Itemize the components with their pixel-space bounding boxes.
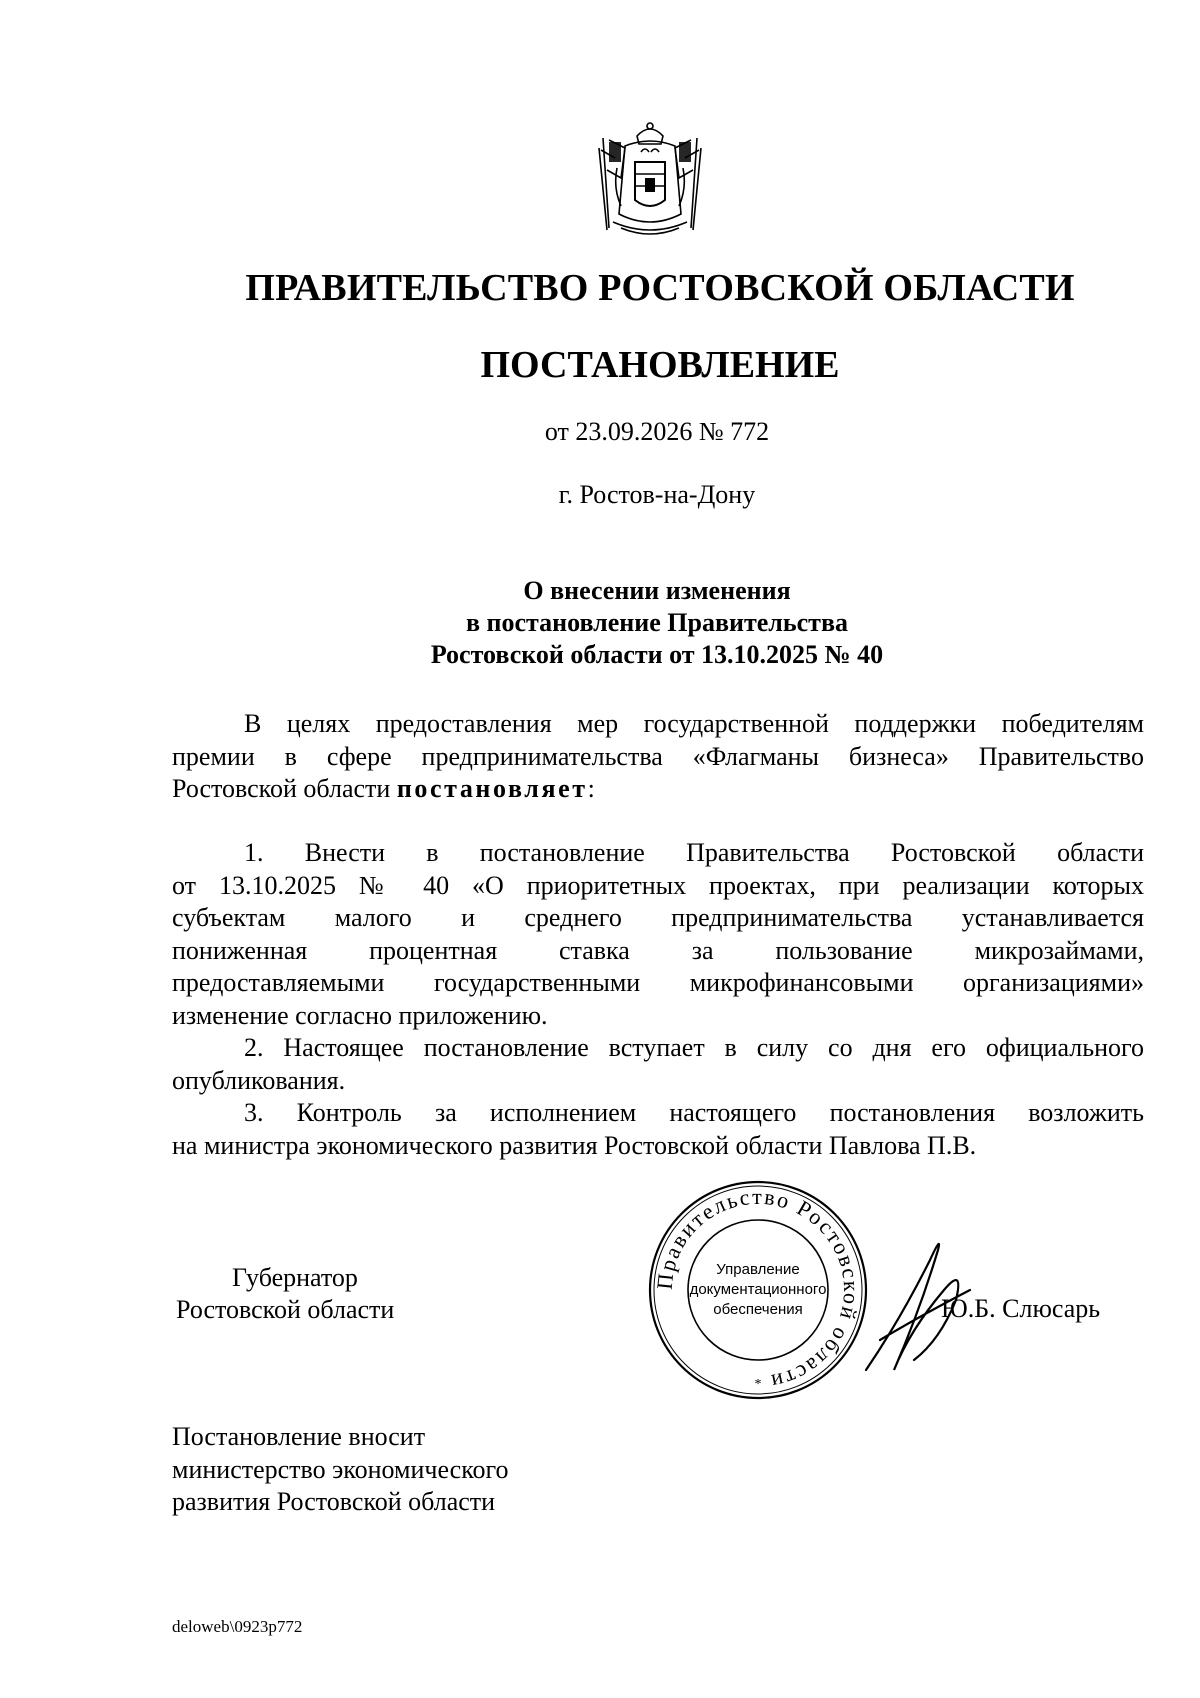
text-line: субъектам малого и среднего предпринимательства устанавливается <box>172 903 1144 932</box>
introducer-line: развития Ростовской области <box>172 1487 496 1516</box>
city: г. Ростов-на-Дону <box>558 480 756 509</box>
introducer-line: министерство экономического <box>172 1454 509 1484</box>
stamp-outer-text: Правительство Ростовской области <box>651 1183 865 1396</box>
text-line: пониженная процентная ставка за пользование микрозаймами, <box>172 935 1144 965</box>
subject-line: Ростовской области от 13.10.2025 № 40 <box>430 640 884 669</box>
stamp-inner-line: документационного <box>689 1281 827 1298</box>
text-line <box>172 773 1144 806</box>
svg-text:*: * <box>754 1377 762 1392</box>
text-line: изменение согласно приложению. <box>172 1000 548 1030</box>
coat-of-arms-icon <box>595 118 705 240</box>
stamp-inner-line: Управление <box>716 1261 800 1278</box>
signer-title <box>176 1262 394 1326</box>
subject-line: в постановление Правительства <box>465 608 848 637</box>
item-2-paragraph <box>172 1032 1144 1097</box>
government-title: ПРАВИТЕЛЬСТВО РОСТОВСКОЙ ОБЛАСТИ <box>245 267 1075 309</box>
preamble-paragraph <box>172 708 1144 806</box>
signer-position: Губернатор <box>232 1263 358 1292</box>
signer-name: Ю.Б. Слюсарь <box>941 1294 1101 1323</box>
file-reference: deloweb\0923p772 <box>172 1617 303 1636</box>
text-line: премии в сфере предпринимательства «Флагманы бизнеса» Правительство <box>172 741 1144 771</box>
introducer-line: Постановление вносит <box>172 1422 426 1451</box>
text-line: 1. Внести в постановление Правительства Ростовской области <box>244 838 1144 867</box>
text-line: от 13.10.2025 № 40 «О приоритетных проектах, при реализации которых <box>172 870 1144 900</box>
text-line: В целях предоставления мер государственной поддержки победителям <box>244 709 1144 738</box>
stamp-inner-line: обеспечения <box>713 1301 803 1318</box>
introducer-block <box>172 1421 509 1519</box>
text-line: на министра экономического развития Ростовской области Павлова П.В. <box>172 1130 977 1160</box>
text-line: 2. Настоящее постановление вступает в силу со дня его официального <box>244 1033 1144 1062</box>
resolution-keyword: постановляет <box>396 774 588 803</box>
document-type: ПОСТАНОВЛЕНИЕ <box>480 344 840 386</box>
text-line: предоставляемыми государственными микрофинансовыми организациями» <box>172 968 1144 997</box>
text-line: опубликования. <box>172 1065 346 1095</box>
official-stamp-icon <box>646 1178 870 1402</box>
text-line: 3. Контроль за исполнением настоящего постановления возложить <box>244 1098 1144 1127</box>
subject-line: О внесении изменения <box>523 576 791 605</box>
signer-region: Ростовской области <box>176 1295 395 1324</box>
item-3-paragraph <box>172 1097 1144 1162</box>
document-subject <box>0 575 1200 671</box>
item-1-paragraph <box>172 837 1144 1032</box>
text-fragment: Ростовской области <box>172 774 397 803</box>
date-and-number: от 23.09.2026 № 772 <box>544 417 770 446</box>
text-fragment: : <box>587 774 595 803</box>
